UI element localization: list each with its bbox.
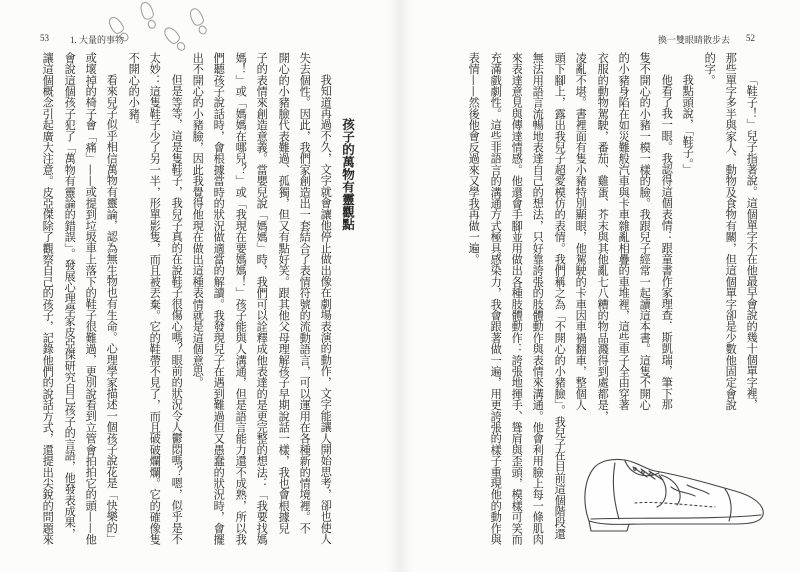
left-text-column: 看來兒子似乎相信萬物有靈論，認為無生物也有生命。心理學家描述一個孩子說花是「快樂的」 xyxy=(105,74,119,545)
footprint-icon xyxy=(139,1,158,30)
page-number: 53 xyxy=(40,33,49,43)
section-heading: 孩子的萬物有靈觀點 xyxy=(340,118,356,231)
left-text-column: 出不開心的小豬臉，因此我覺得他現在做出這種表情就是這個意思。 xyxy=(191,52,205,388)
right-text-column: 頭下腳上，露出我兒子超愛模仿的表情。我們稱之為「不開心的小豬臉」。我兒子在目前這個階段還 xyxy=(553,52,567,540)
right-text-column: 隻不開心的小豬一模一樣的臉。我跟兒子經常一起讀這本書。這隻不開心 xyxy=(638,52,652,411)
left-text-column: 我知道再過不久，文字就會讓他停止做出像在劇場表演的動作，文字能讓人開始思考，卻也使人 xyxy=(319,74,333,545)
right-text-column: 凌亂不堪。書裡面有隻小豬特別顯眼，他駕駛的卡車因車禍翻車，整個人 xyxy=(574,52,588,411)
right-text-column: 的小豬身陷在如災難般汽車與卡車雜亂相疊的車堆裡，這些車子全由穿著 xyxy=(617,52,631,411)
footprint-icon xyxy=(100,0,220,60)
left-text-column: 會說這個孩子犯了「萬物有靈論的錯誤」。發展心理學家皮亞傑研究自己孩子的言語，他發表成果， xyxy=(63,52,77,540)
right-text-column: 的字。 xyxy=(703,52,717,86)
left-text-column: 開心的小豬臉代表難過、孤獨，但又有點好笑。跟其他父母理解孩子早期說話一樣，我也會根據兒 xyxy=(277,52,291,534)
right-text-column: 「鞋子！」兒子指著說。這個單字不在他最早會說的幾十個單字裡， xyxy=(745,74,759,411)
right-text-column: 他看了我一眼。我認得這個表情：跟童書作家理查．斯凱瑞，筆下那 xyxy=(660,74,674,411)
footprint-icon xyxy=(162,25,188,53)
left-text-column: 不開心的小豬。 xyxy=(127,52,141,131)
right-text-column: 表情——然後他會反過來又學我再做一遍。 xyxy=(467,52,481,265)
right-text-column: 來表達意見與傳達情感。他還會手腳並用做出各種肢體動作：誇張地揮手、聳肩與歪頭，模樣可笑而 xyxy=(510,52,524,545)
left-text-column: 失去個性。因此，我們家創造出一套結合了表情符號的流動語言，可以運用在各種新的情境裡。不 xyxy=(298,52,312,534)
left-text-column: 或壞掉的椅子會「痛」——或提到垃圾車上落下的鞋子很難過，更別說看到立管會拍拍它的頭——他 xyxy=(84,52,98,545)
right-page xyxy=(400,0,800,572)
left-text-column: 媽！」或「媽媽在哪兒？」或「我現在要媽媽！」孩子能與人溝通，但是語言能力還不成熟，所以我 xyxy=(234,52,248,545)
footprint-icon xyxy=(188,7,209,36)
left-text-column: 但是等等，這是隻鞋子，我兒子真的在說鞋子很傷心嗎？眼前的狀況令人鬱悶嗎？嗯，似乎是不 xyxy=(170,74,184,545)
running-head-book-title: 換一雙眼睛散步去 xyxy=(658,35,731,45)
left-text-column: 子的表情來創造意義。當嬰兒說「媽媽」時，我們可以詮釋成他表達的是更完整的想法：「我要找媽 xyxy=(255,52,269,545)
right-text-column: 我點頭說，「鞋子。」 xyxy=(681,74,695,176)
left-text-column: 們聽孩子說話時，會根據當時的狀況做適當的解讀。我發現兒子在遇到難過但又愚蠢的狀況時，會擺 xyxy=(212,52,226,545)
right-text-column: 那些單字多半與家人、動物及食物有關，但這個單字卻是少數他固定會說 xyxy=(724,52,738,411)
footprint-icon xyxy=(107,15,131,43)
left-text-column: 讓這個概念引起廣大注意。皮亞傑除了觀察自己的孩子，記錄他們的說話方式，還提出尖銳的問題來 xyxy=(41,52,55,545)
right-text-column: 充滿戲劇性。這些非語言的溝通方式極具感染力，我會跟著做一遍，用更誇張的樣子重現他的動作與 xyxy=(489,52,503,545)
left-text-column: 太妙：這隻鞋子少了另一半，形單影隻，而且被丟棄。它的鞋帶不見了，而且破破爛爛。它的確像隻 xyxy=(148,52,162,545)
shoe-icon xyxy=(575,425,770,535)
right-text-column: 無法用語言流暢地表達自己的想法，只好靠誇張的肢體動作與表情來溝通。他會利用臉上每一條肌肉 xyxy=(531,52,545,545)
page-number: 52 xyxy=(746,33,755,43)
right-text-column: 衣服的動物駕駛，番茄、雞蛋、芥末與其他亂七八糟的物品濺得到處都是， xyxy=(596,52,610,422)
running-head-chapter: 1. 大量的事物 xyxy=(70,35,125,45)
